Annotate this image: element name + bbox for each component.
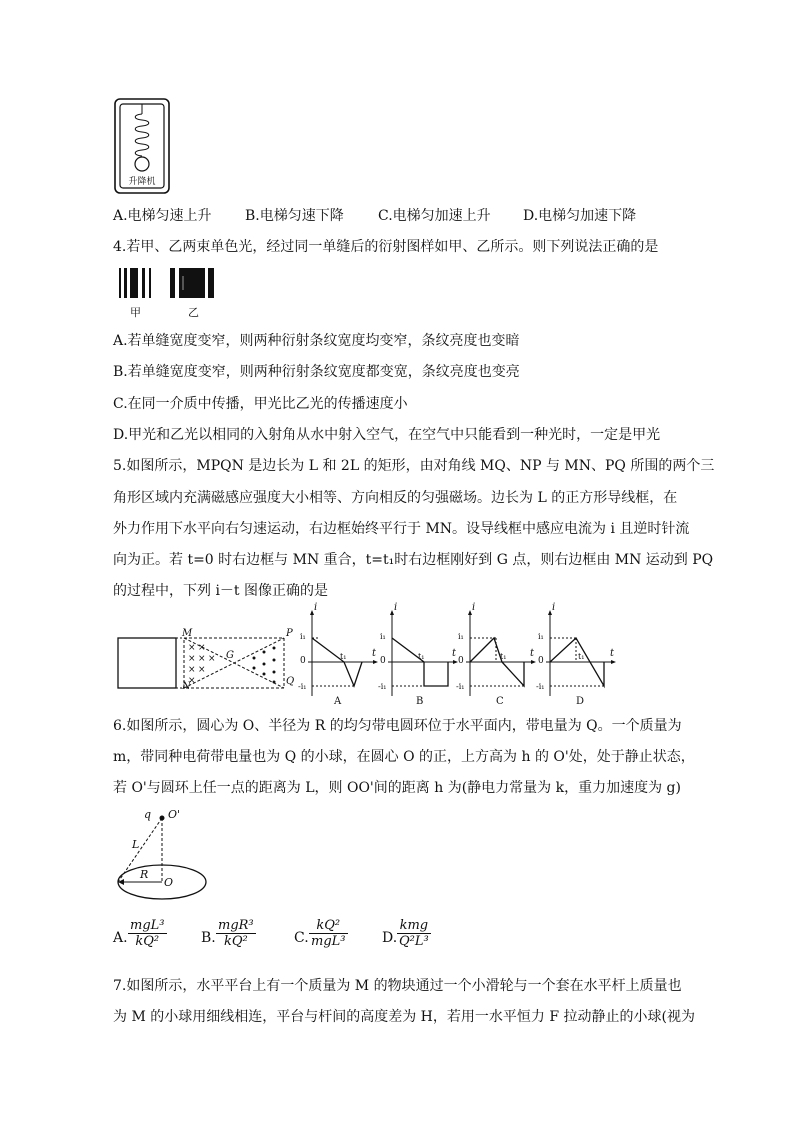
q6-option-c-den: mgL³ (311, 934, 346, 949)
graph-c-axis-i: i (472, 602, 476, 613)
graph-d-axis-i: i (552, 602, 556, 613)
q6-option-d-den: Q²L³ (399, 934, 429, 949)
svg-text:×: × (188, 654, 196, 664)
jia-fringes (118, 268, 154, 298)
graph-a-t1: t₁ (340, 652, 347, 661)
label-l: L (132, 838, 140, 851)
graph-c-label: C (496, 696, 504, 707)
graph-d-i1: i₁ (538, 632, 544, 641)
label-g: G (226, 650, 234, 661)
yi-fringes (170, 268, 216, 298)
q6-option-a-num: mgL³ (130, 918, 165, 933)
label-r: R (140, 868, 149, 881)
graph-a-axis-t: t (372, 648, 377, 659)
field-diagram (116, 628, 296, 692)
graph-c-t1: t₁ (500, 652, 507, 661)
q7-line-1: 7.如图所示，水平平台上有一个质量为 M 的物块通过一个小滑轮与一个套在水平杆上质量也 (113, 978, 682, 994)
graph-a-label: A (334, 696, 342, 707)
elevator-figure (114, 98, 170, 194)
label-q-charge: q (144, 808, 152, 821)
graph-a[interactable] (298, 602, 380, 707)
graph-b-i1: i₁ (380, 632, 386, 641)
graph-b-label: B (416, 696, 424, 707)
q5-line-2: 角形区域内充满磁感应强度大小相等、方向相反的匀强磁场。边长为 L 的正方形导线框，在 (113, 490, 678, 506)
q6-option-d-label[interactable]: D. (382, 930, 398, 946)
label-q: Q (286, 676, 295, 687)
svg-text:×: × (198, 654, 206, 664)
label-o: O (164, 876, 174, 889)
graph-a-i1: i₁ (300, 632, 306, 641)
graph-b[interactable] (378, 602, 460, 707)
q6-option-a-den: kQ² (135, 934, 160, 949)
q4-option-d[interactable]: D.甲光和乙光以相同的入射角从水中射入空气，在空气中只能看到一种光时，一定是甲光 (113, 427, 661, 443)
graph-a-svg (298, 606, 380, 706)
graph-d-axis-t: t (610, 648, 615, 659)
graph-d-origin: 0 (538, 656, 544, 666)
q6-option-b-num: mgR³ (218, 918, 254, 933)
graph-c-neg-i1: -i₁ (456, 682, 465, 691)
q6-option-c-fraction[interactable] (309, 918, 348, 949)
q6-option-a-label[interactable]: A. (113, 930, 128, 946)
q6-option-d-num: kmg (397, 918, 431, 934)
label-jia: 甲 (130, 306, 141, 319)
graph-d-t1: t₁ (578, 652, 585, 661)
q5-line-4: 向为正。若 t=0 时右边框与 MN 重合，t=t₁时右边框刚好到 G 点，则右边框由 MN 运动到 PQ (113, 552, 714, 568)
label-o-prime: O' (168, 808, 181, 821)
q4-option-b[interactable]: B.若单缝宽度变窄，则两种衍射条纹宽度都变宽，条纹亮度也变亮 (113, 364, 520, 380)
q6-option-c-num: kQ² (309, 918, 348, 934)
graph-c-axis-t: t (530, 648, 535, 659)
q4-option-c[interactable]: C.在同一介质中传播，甲光比乙光的传播速度小 (113, 396, 408, 412)
graph-d-label: D (576, 696, 585, 707)
label-n: N (182, 681, 191, 692)
svg-text:×: × (188, 676, 196, 686)
graph-d-neg-i1: -i₁ (536, 682, 545, 691)
q4-stem: 4.若甲、乙两束单色光，经过同一单缝后的衍射图样如甲、乙所示。则下列说法正确的是 (113, 239, 659, 255)
q3-option-c[interactable]: C.电梯匀加速上升 (378, 208, 491, 224)
x-marks (188, 643, 216, 686)
svg-text:×: × (188, 665, 196, 675)
graph-c[interactable] (456, 602, 538, 707)
q6-option-c-label[interactable]: C. (294, 930, 309, 946)
q6-option-b-label[interactable]: B. (201, 930, 216, 946)
graph-b-axis-i: i (394, 602, 398, 613)
q6-option-d-fraction[interactable] (397, 918, 431, 949)
svg-text:×: × (208, 654, 216, 664)
graph-c-origin: 0 (458, 656, 464, 666)
graph-b-neg-i1: -i₁ (378, 682, 387, 691)
q5-field-figure (116, 628, 296, 692)
graph-b-t1: t₁ (418, 652, 425, 661)
q3-option-a[interactable]: A.电梯匀速上升 (113, 208, 212, 224)
diffraction-pattern-yi (170, 268, 216, 302)
label-p: P (286, 628, 293, 639)
label-m: M (182, 628, 193, 639)
q6-line-2: m，带同种电荷带电量也为 Q 的小球，在圆心 O 的正，上方高为 h 的 O'处，处于静止状态， (113, 749, 695, 765)
graph-b-axis-t: t (452, 648, 457, 659)
diffraction-pattern-jia (118, 268, 154, 302)
q6-line-1: 6.如图所示，圆心为 O、半径为 R 的均匀带电圆环位于水平面内，带电量为 Q。一个质量为 (113, 718, 682, 734)
graph-a-origin: 0 (300, 656, 306, 666)
label-yi: 乙 (188, 306, 199, 319)
q3-option-d[interactable]: D.电梯匀加速下降 (523, 208, 637, 224)
q5-line-3: 外力作用下水平向右匀速运动，右边框始终平行于 MN。设导线框中感应电流为 i 且逆时针流 (113, 521, 690, 537)
q4-option-a[interactable]: A.若单缝宽度变窄，则两种衍射条纹宽度均变窄，条纹亮度也变暗 (113, 333, 520, 349)
graph-c-i1: i₁ (458, 632, 464, 641)
graph-d-svg (536, 606, 618, 706)
svg-text:×: × (188, 643, 196, 653)
q6-ring-figure (116, 806, 216, 902)
graph-d[interactable] (536, 602, 618, 707)
q6-line-3: 若 O'与圆环上任一点的距离为 L，则 OO'间的距离 h 为(静电力常量为 k，重力加速度为 g) (113, 780, 681, 796)
elevator-label: 升降机 (128, 177, 156, 187)
graph-a-neg-i1: -i₁ (298, 682, 307, 691)
graph-a-axis-i: i (314, 602, 318, 613)
q7-line-2: 为 M 的小球用细线相连，平台与杆间的高度差为 H，若用一水平恒力 F 拉动静止的小球(视为 (113, 1009, 695, 1025)
q6-option-b-fraction[interactable] (216, 918, 256, 949)
q5-line-1: 5.如图所示，MPQN 是边长为 L 和 2L 的矩形，由对角线 MQ、NP 与 MN、PQ 所围的两个三 (113, 458, 715, 474)
svg-text:×: × (198, 643, 206, 653)
graph-b-origin: 0 (380, 656, 386, 666)
q5-line-5: 的过程中，下列 i－t 图像正确的是 (113, 583, 329, 599)
q6-option-a-fraction[interactable] (128, 918, 167, 949)
graph-c-svg (456, 606, 538, 706)
svg-text:×: × (198, 665, 206, 675)
q3-option-b[interactable]: B.电梯匀速下降 (245, 208, 344, 224)
q6-option-b-den: kQ² (223, 934, 248, 949)
